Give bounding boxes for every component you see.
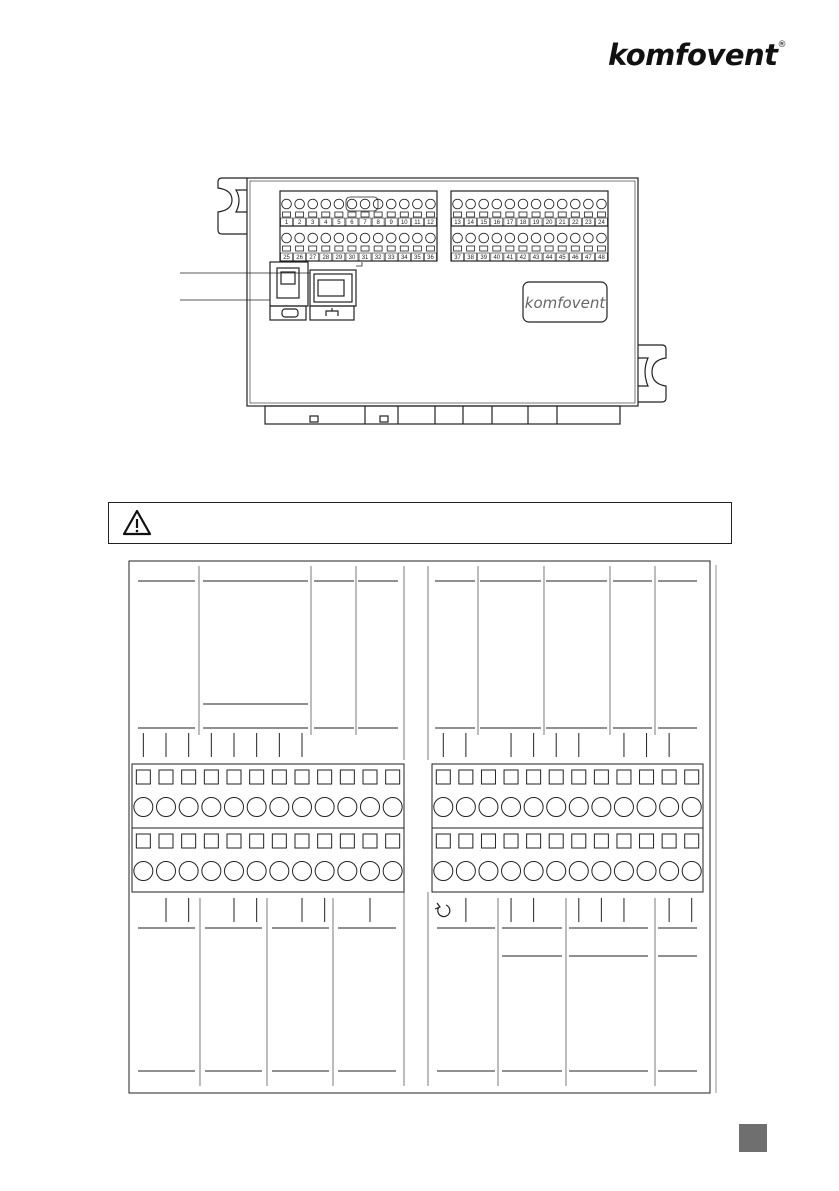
terminal-square	[204, 770, 218, 784]
terminal-square	[295, 770, 309, 784]
terminal-bottom-right-number: 47	[585, 255, 592, 261]
terminal-square	[340, 834, 354, 848]
terminal-square	[182, 834, 196, 848]
terminal-circle	[637, 798, 656, 817]
terminal-square	[617, 834, 631, 848]
terminal-square	[227, 770, 241, 784]
terminal-bottom-left-number: 28	[322, 255, 330, 261]
terminal-top-right-number: 14	[467, 220, 474, 226]
terminal-square	[640, 834, 654, 848]
page-badge	[739, 1124, 767, 1152]
terminal-circle	[157, 862, 176, 881]
terminal-bottom-right-number: 44	[545, 255, 553, 261]
terminal-circle	[547, 798, 566, 817]
terminal-circle	[569, 798, 588, 817]
terminal-top-right-number: 16	[493, 220, 501, 226]
terminal-circle	[383, 798, 402, 817]
terminal-square	[363, 834, 377, 848]
terminal-bottom-left-number: 34	[400, 255, 408, 261]
terminal-circle	[225, 798, 244, 817]
terminal-circle	[614, 862, 633, 881]
terminal-square	[504, 770, 518, 784]
terminal-top-right-number: 13	[454, 220, 461, 226]
terminal-square	[250, 834, 264, 848]
terminal-circle	[338, 862, 357, 881]
terminal-circle	[202, 798, 221, 817]
terminal-bottom-right-number: 45	[558, 255, 566, 261]
terminal-top-left-number: 12	[427, 220, 434, 226]
terminal-square	[527, 834, 541, 848]
terminal-bottom-right-number: 48	[598, 255, 605, 261]
terminal-square	[594, 834, 608, 848]
terminal-circle	[134, 862, 153, 881]
terminal-square	[549, 834, 563, 848]
terminal-top-left-number: 2	[297, 220, 302, 226]
terminal-square	[204, 834, 218, 848]
terminal-square	[685, 834, 699, 848]
terminal-square	[594, 770, 608, 784]
terminal-top-right-number: 20	[545, 220, 553, 226]
terminal-circle	[614, 798, 633, 817]
terminal-circle	[434, 862, 453, 881]
terminal-square	[318, 834, 332, 848]
terminal-square	[295, 834, 309, 848]
terminal-square	[662, 834, 676, 848]
terminal-circle	[270, 798, 289, 817]
device-brand-plate: komfovent	[524, 294, 606, 312]
terminal-square	[640, 770, 654, 784]
terminal-circle	[456, 862, 475, 881]
terminal-square	[272, 834, 286, 848]
terminal-circle	[315, 798, 334, 817]
terminal-bottom-right-number: 37	[454, 255, 461, 261]
terminal-square	[459, 834, 473, 848]
terminal-circle	[524, 862, 543, 881]
brand-logo-text: komfovent	[608, 38, 778, 72]
terminal-bottom-left-number: 25	[283, 255, 290, 261]
terminal-square	[436, 834, 450, 848]
terminal-square	[318, 770, 332, 784]
terminal-bottom-left-number: 26	[296, 255, 303, 261]
terminal-square	[459, 770, 473, 784]
terminal-circle	[361, 798, 380, 817]
registered-mark: ®	[777, 40, 787, 50]
terminal-top-right-number: 17	[506, 220, 514, 226]
terminal-bottom-left-number: 27	[309, 255, 317, 261]
terminal-bottom-right-number: 38	[467, 255, 474, 261]
terminal-top-left-number: 3	[311, 220, 315, 226]
terminal-circle	[179, 798, 198, 817]
terminal-square	[386, 834, 400, 848]
terminal-top-left-number: 8	[376, 220, 380, 226]
terminal-circle	[179, 862, 198, 881]
terminal-top-left-number: 5	[337, 220, 341, 226]
terminal-square	[159, 770, 173, 784]
terminal-square	[272, 770, 286, 784]
terminal-circle	[502, 798, 521, 817]
terminal-top-left-number: 10	[400, 220, 408, 226]
terminal-square	[572, 770, 586, 784]
terminal-top-right-number: 24	[598, 220, 605, 226]
terminal-bottom-right-number: 41	[506, 255, 514, 261]
terminal-bottom-left-number: 32	[374, 255, 382, 261]
terminal-circle	[293, 862, 312, 881]
terminal-circle	[682, 862, 701, 881]
terminal-square	[182, 770, 196, 784]
terminal-top-right-number: 15	[480, 220, 488, 226]
terminal-circle	[637, 862, 656, 881]
terminal-bottom-left-number: 36	[427, 255, 434, 261]
terminal-circle	[524, 798, 543, 817]
terminal-top-left-number: 1	[284, 220, 289, 226]
terminal-bottom-right-number: 43	[532, 255, 540, 261]
terminal-circle	[293, 798, 312, 817]
terminal-bottom-left-number: 30	[348, 255, 356, 261]
terminal-circle	[592, 862, 611, 881]
terminal-bottom-right-number: 46	[571, 255, 579, 261]
terminal-top-left-number: 4	[324, 220, 328, 226]
terminal-square	[136, 834, 150, 848]
terminal-square	[481, 770, 495, 784]
terminal-top-left-number: 9	[389, 220, 393, 226]
terminal-bottom-right-number: 40	[493, 255, 501, 261]
terminal-top-right-number: 22	[571, 220, 579, 226]
terminal-square	[549, 770, 563, 784]
terminal-square	[685, 770, 699, 784]
terminal-top-left-number: 11	[414, 220, 421, 226]
terminal-square	[250, 770, 264, 784]
terminal-top-right-number: 18	[519, 220, 527, 226]
terminal-bottom-left-number: 33	[387, 255, 395, 261]
terminal-circle	[270, 862, 289, 881]
terminal-square	[617, 770, 631, 784]
terminal-bottom-left-number: 31	[361, 255, 369, 261]
terminal-top-right-number: 23	[585, 220, 592, 226]
terminal-circle	[225, 862, 244, 881]
terminal-circle	[315, 862, 334, 881]
terminal-top-right-number: 19	[532, 220, 540, 226]
terminal-square	[159, 834, 173, 848]
terminal-square	[386, 770, 400, 784]
terminal-square	[504, 834, 518, 848]
terminal-circle	[157, 798, 176, 817]
terminal-circle	[502, 862, 521, 881]
terminal-circle	[660, 862, 679, 881]
terminal-bottom-left-number: 29	[335, 255, 343, 261]
terminal-circle	[202, 862, 221, 881]
terminal-square	[481, 834, 495, 848]
terminal-square	[136, 770, 150, 784]
terminal-circle	[456, 798, 475, 817]
terminal-circle	[592, 798, 611, 817]
terminal-square	[436, 770, 450, 784]
terminal-bottom-right-number: 42	[519, 255, 527, 261]
terminal-circle	[383, 862, 402, 881]
terminal-bottom-right-number: 39	[480, 255, 488, 261]
terminal-bottom-left-number: 35	[414, 255, 421, 261]
terminal-square	[572, 834, 586, 848]
terminal-square	[363, 770, 377, 784]
terminal-circle	[361, 862, 380, 881]
terminal-circle	[547, 862, 566, 881]
terminal-circle	[247, 862, 266, 881]
terminal-square	[527, 770, 541, 784]
terminal-circle	[569, 862, 588, 881]
terminal-circle	[479, 798, 498, 817]
terminal-circle	[247, 798, 266, 817]
terminal-circle	[434, 798, 453, 817]
terminal-square	[662, 770, 676, 784]
terminal-square	[340, 770, 354, 784]
terminal-circle	[682, 798, 701, 817]
terminal-square	[227, 834, 241, 848]
terminal-circle	[338, 798, 357, 817]
terminal-circle	[660, 798, 679, 817]
terminal-top-left-number: 6	[350, 220, 354, 226]
terminal-circle	[479, 862, 498, 881]
terminal-circle	[134, 798, 153, 817]
terminal-top-right-number: 21	[558, 220, 566, 226]
terminal-top-left-number: 7	[363, 220, 367, 226]
